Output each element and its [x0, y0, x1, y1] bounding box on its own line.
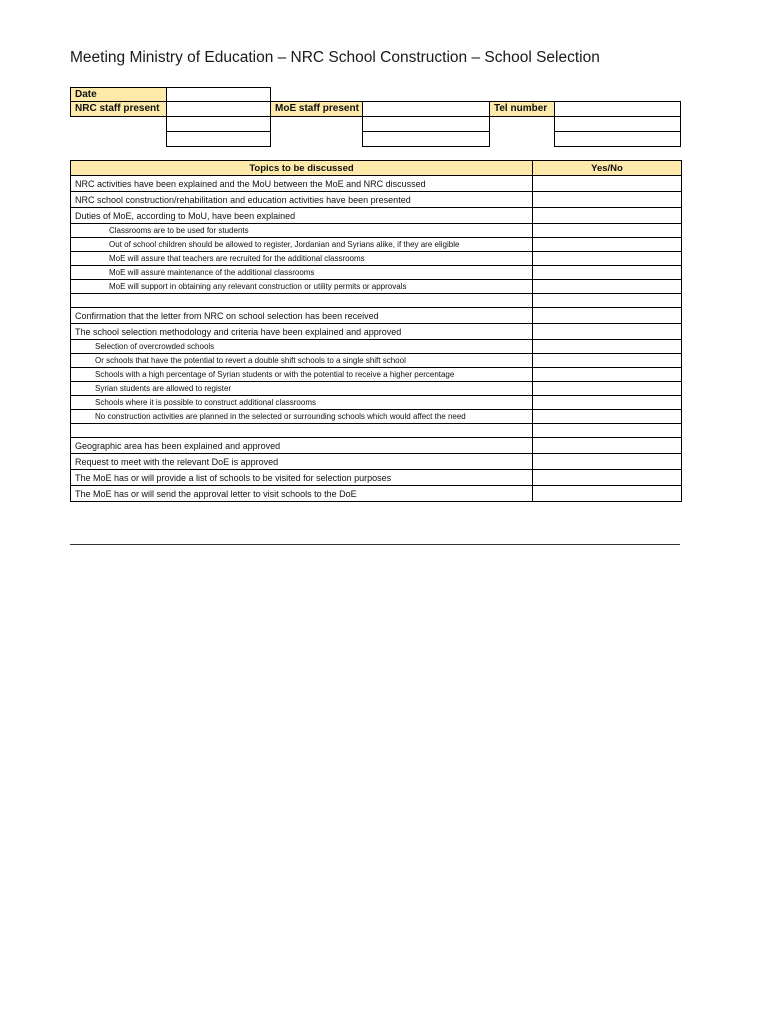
moe-staff-field[interactable]	[362, 116, 490, 132]
topic-row	[71, 224, 682, 238]
topic-text: Confirmation that the letter from NRC on school selection has been received	[71, 308, 533, 324]
tel-number-field[interactable]	[554, 116, 681, 132]
yes-no-cell[interactable]	[533, 396, 682, 410]
topic-text: Request to meet with the relevant DoE is approved	[71, 454, 533, 470]
yes-no-cell[interactable]	[533, 308, 682, 324]
yes-no-column-header: Yes/No	[533, 161, 682, 176]
topic-text: NRC school construction/rehabilitation and education activities have been presented	[71, 192, 533, 208]
topic-text: Classrooms are to be used for students	[71, 224, 533, 238]
yes-no-cell[interactable]	[533, 266, 682, 280]
topic-text: Or schools that have the potential to revert a double shift schools to a single shift school	[71, 354, 533, 368]
yes-no-cell[interactable]	[533, 410, 682, 424]
blank-row	[71, 294, 682, 308]
topic-row	[71, 340, 682, 354]
topic-text: No construction activities are planned in the selected or surrounding schools which would affect the need	[71, 410, 533, 424]
topic-text: Selection of overcrowded schools	[71, 340, 533, 354]
yes-no-cell[interactable]	[533, 208, 682, 224]
topic-text	[71, 294, 533, 308]
yes-no-cell[interactable]	[533, 340, 682, 354]
topic-row	[71, 396, 682, 410]
yes-no-cell[interactable]	[533, 438, 682, 454]
topic-row	[71, 280, 682, 294]
moe-staff-field[interactable]	[362, 101, 490, 117]
topic-row	[71, 208, 682, 224]
yes-no-cell[interactable]	[533, 324, 682, 340]
yes-no-cell[interactable]	[533, 176, 682, 192]
topic-row	[71, 368, 682, 382]
topic-text: Schools with a high percentage of Syrian students or with the potential to receive a higher percentage	[71, 368, 533, 382]
topic-text: The MoE has or will provide a list of schools to be visited for selection purposes	[71, 470, 533, 486]
topic-text: MoE will assure maintenance of the additional classrooms	[71, 266, 533, 280]
yes-no-cell[interactable]	[533, 470, 682, 486]
date-label: Date	[70, 87, 167, 102]
topic-text: Schools where it is possible to construct additional classrooms	[71, 396, 533, 410]
moe-staff-field[interactable]	[362, 131, 490, 147]
nrc-staff-field[interactable]	[166, 131, 271, 147]
topics-column-header: Topics to be discussed	[71, 161, 533, 176]
topic-text: Out of school children should be allowed to register, Jordanian and Syrians alike, if they are eligible	[71, 238, 533, 252]
topic-row	[71, 454, 682, 470]
topic-row	[71, 266, 682, 280]
topic-row	[71, 486, 682, 502]
meeting-header-table	[70, 87, 681, 147]
footer-divider	[70, 544, 680, 545]
tel-number-field[interactable]	[554, 131, 681, 147]
topic-text: Syrian students are allowed to register	[71, 382, 533, 396]
yes-no-cell[interactable]	[533, 192, 682, 208]
topic-text: Duties of MoE, according to MoU, have been explained	[71, 208, 533, 224]
topic-row	[71, 354, 682, 368]
topics-header-row	[71, 161, 682, 176]
topics-table	[70, 160, 682, 502]
tel-number-field[interactable]	[554, 101, 681, 117]
nrc-staff-field[interactable]	[166, 116, 271, 132]
yes-no-cell[interactable]	[533, 486, 682, 502]
yes-no-cell[interactable]	[533, 454, 682, 470]
topic-text: NRC activities have been explained and the MoU between the MoE and NRC discussed	[71, 176, 533, 192]
yes-no-cell[interactable]	[533, 354, 682, 368]
topic-row	[71, 382, 682, 396]
topic-row	[71, 438, 682, 454]
topic-text: Geographic area has been explained and approved	[71, 438, 533, 454]
topic-row	[71, 470, 682, 486]
topic-row	[71, 176, 682, 192]
tel-number-label: Tel number	[489, 101, 555, 117]
topic-text: The MoE has or will send the approval letter to visit schools to the DoE	[71, 486, 533, 502]
yes-no-cell[interactable]	[533, 368, 682, 382]
topic-row	[71, 324, 682, 340]
nrc-staff-label: NRC staff present	[70, 101, 167, 117]
yes-no-cell[interactable]	[533, 424, 682, 438]
topic-row	[71, 192, 682, 208]
moe-staff-label: MoE staff present	[270, 101, 363, 117]
topic-row	[71, 308, 682, 324]
yes-no-cell[interactable]	[533, 238, 682, 252]
topic-text: MoE will support in obtaining any relevant construction or utility permits or approvals	[71, 280, 533, 294]
yes-no-cell[interactable]	[533, 280, 682, 294]
page-title: Meeting Ministry of Education – NRC School Construction – School Selection	[70, 49, 600, 66]
blank-row	[71, 424, 682, 438]
yes-no-cell[interactable]	[533, 252, 682, 266]
topic-row	[71, 238, 682, 252]
nrc-staff-field[interactable]	[166, 101, 271, 117]
date-field[interactable]	[166, 87, 271, 102]
topic-row	[71, 410, 682, 424]
topic-text: The school selection methodology and criteria have been explained and approved	[71, 324, 533, 340]
yes-no-cell[interactable]	[533, 294, 682, 308]
yes-no-cell[interactable]	[533, 382, 682, 396]
topic-row	[71, 252, 682, 266]
topic-text	[71, 424, 533, 438]
yes-no-cell[interactable]	[533, 224, 682, 238]
topic-text: MoE will assure that teachers are recruited for the additional classrooms	[71, 252, 533, 266]
